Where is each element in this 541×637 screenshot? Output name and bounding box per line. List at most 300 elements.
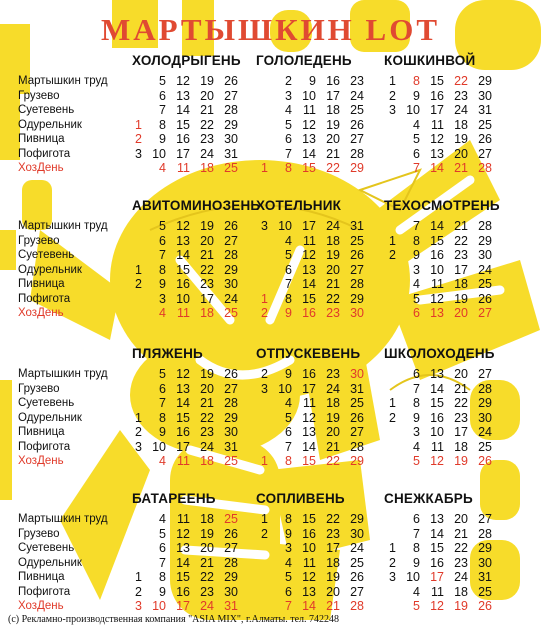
day-cell: 2 [135,132,142,146]
day-cell: 4 [413,117,420,132]
day-cell: 20 [200,541,214,555]
weekday-label: Грузево [18,527,60,540]
day-cell: 31 [478,570,492,584]
day-cell: 11 [303,555,316,570]
day-cell: 27 [350,584,364,599]
day-cell: 26 [478,454,492,468]
day-cell: 4 [159,512,166,526]
day-cell: 18 [200,306,214,320]
day-cell: 4 [285,103,292,117]
day-cell: 29 [350,454,364,468]
day-cell: 26 [350,410,364,425]
day-cell: 31 [478,103,492,117]
weekday-label: Одурельник [18,263,82,276]
day-cell: 9 [413,88,420,103]
weekday-label: Пивница [18,278,65,290]
day-cell: 13 [176,541,190,555]
day-cell: 16 [430,248,444,262]
day-cell: 21 [326,146,340,161]
day-cell: 9 [413,248,420,262]
day-cell: 14 [430,161,444,175]
day-cell: 28 [350,277,364,291]
day-cell: 1 [135,262,142,277]
day-cell: 28 [478,381,492,396]
day-cell: 2 [135,425,142,439]
day-cell: 12 [302,117,316,132]
day-cell: 12 [302,570,316,584]
day-cell: 9 [285,367,292,381]
day-cell: 14 [302,599,316,613]
day-cell: 17 [302,381,316,396]
day-cell: 11 [177,161,190,175]
day-cell: 17 [302,219,316,233]
day-cell: 20 [326,584,340,599]
weekday-label: ХозДень [18,307,64,319]
day-cell: 16 [176,425,190,439]
day-cell: 3 [135,599,142,613]
day-cell: 26 [224,219,238,233]
day-cell: 17 [200,291,214,306]
day-cell: 11 [431,584,444,599]
art-digit-shape [0,230,16,270]
day-cell: 16 [430,88,444,103]
day-cell: 2 [389,88,396,103]
day-cell: 5 [159,219,166,233]
weekday-label: Мартышкин труд [18,368,108,380]
day-cell: 28 [478,526,492,541]
day-cell: 21 [454,161,468,175]
weekday-label: Пофигота [18,440,71,453]
day-cell: 17 [454,262,468,277]
weekday-label: Мартышкин труд [18,513,108,525]
day-cell: 12 [430,454,444,468]
day-cell: 9 [285,306,292,320]
day-cell: 13 [430,367,444,381]
day-cell: 6 [159,541,166,555]
month-name: ПЛЯЖЕНЬ [132,346,203,361]
day-cell: 7 [285,146,292,161]
day-cell: 7 [159,555,166,570]
day-cell: 11 [303,103,316,117]
day-cell: 25 [224,454,238,468]
day-cell: 15 [302,512,316,526]
day-cell: 5 [413,291,420,306]
day-cell: 10 [406,570,420,584]
day-cell: 19 [326,570,340,584]
day-cell: 23 [454,555,468,570]
day-cell: 28 [224,555,238,570]
weekday-label: Пофигота [18,585,71,598]
month-name: ОТПУСКЕВЕНЬ [256,346,361,361]
day-cell: 2 [261,306,268,320]
day-cell: 2 [389,248,396,262]
day-cell: 26 [478,599,492,613]
day-cell: 30 [350,306,364,320]
day-cell: 26 [478,291,492,306]
day-cell: 18 [326,103,340,117]
day-cell: 10 [430,425,444,439]
day-cell: 7 [285,277,292,291]
day-cell: 24 [200,146,214,161]
day-cell: 25 [224,512,238,526]
day-cell: 24 [200,599,214,613]
day-cell: 3 [135,146,142,161]
day-cell: 6 [159,381,166,396]
day-cell: 4 [159,306,166,320]
art-digit-shape [0,380,12,500]
day-cell: 7 [159,103,166,117]
day-cell: 31 [350,381,364,396]
day-cell: 17 [326,541,340,555]
day-cell: 15 [176,117,190,132]
day-cell: 18 [454,277,468,291]
day-cell: 3 [389,103,396,117]
footer-copyright: (c) Рекламно-производственная компания "ASIA MIX", г.Алматы. тел. 742248 [8,614,340,625]
day-cell: 8 [285,161,292,175]
weekday-label: Пофигота [18,147,71,160]
day-cell: 18 [454,584,468,599]
day-cell: 28 [224,103,238,117]
day-cell: 9 [159,425,166,439]
day-cell: 14 [302,146,316,161]
day-cell: 9 [159,277,166,291]
day-cell: 17 [430,570,444,584]
weekday-label: ХозДень [18,600,64,612]
day-cell: 20 [200,233,214,248]
day-cell: 28 [224,248,238,262]
day-cell: 14 [176,103,190,117]
day-cell: 3 [389,570,396,584]
art-digit-shape [480,460,520,520]
day-cell: 29 [224,410,238,425]
day-cell: 15 [176,570,190,584]
day-cell: 10 [406,103,420,117]
day-cell: 25 [350,233,364,248]
day-cell: 1 [135,117,142,132]
day-cell: 11 [177,454,190,468]
day-cell: 27 [478,306,492,320]
day-cell: 21 [454,381,468,396]
day-cell: 3 [159,291,166,306]
day-cell: 17 [176,439,190,454]
day-cell: 29 [478,541,492,555]
day-cell: 2 [389,410,396,425]
day-cell: 22 [200,410,214,425]
day-cell: 16 [430,410,444,425]
day-cell: 19 [326,117,340,132]
day-cell: 10 [302,541,316,555]
day-cell: 8 [285,454,292,468]
day-cell: 12 [176,219,190,233]
day-cell: 10 [302,88,316,103]
day-cell: 8 [159,262,166,277]
day-cell: 13 [430,306,444,320]
day-cell: 21 [200,248,214,262]
day-cell: 18 [200,161,214,175]
day-cell: 2 [285,74,292,88]
day-cell: 14 [430,219,444,233]
day-cell: 31 [350,219,364,233]
day-cell: 3 [261,219,268,233]
day-cell: 24 [224,291,238,306]
day-cell: 6 [159,88,166,103]
day-cell: 27 [478,512,492,526]
day-cell: 10 [152,439,166,454]
day-cell: 21 [326,439,340,454]
day-cell: 10 [152,146,166,161]
day-cell: 31 [224,599,238,613]
day-cell: 31 [224,146,238,161]
day-cell: 29 [224,570,238,584]
day-cell: 9 [159,584,166,599]
day-cell: 5 [285,570,292,584]
page-title: МАРТЫШКИН LOT [100,12,441,47]
day-cell: 27 [224,233,238,248]
month-name: ХОТЕЛЬНИК [256,198,342,213]
day-cell: 13 [302,425,316,439]
day-cell: 24 [454,570,468,584]
day-cell: 8 [413,233,420,248]
day-cell: 7 [413,219,420,233]
day-cell: 30 [478,555,492,570]
day-cell: 8 [159,410,166,425]
day-cell: 26 [350,248,364,262]
day-cell: 1 [261,454,268,468]
day-cell: 11 [177,306,190,320]
day-cell: 3 [413,425,420,439]
month-name: КОШКИНВОЙ [384,53,476,68]
day-cell: 12 [430,599,444,613]
day-cell: 19 [200,219,214,233]
day-cell: 1 [261,512,268,526]
day-cell: 24 [350,541,364,555]
day-cell: 24 [454,103,468,117]
day-cell: 3 [285,541,292,555]
day-cell: 22 [454,541,468,555]
day-cell: 11 [431,277,444,291]
day-cell: 7 [413,381,420,396]
day-cell: 21 [454,526,468,541]
day-cell: 29 [350,291,364,306]
day-cell: 17 [176,599,190,613]
day-cell: 19 [454,599,468,613]
day-cell: 19 [200,74,214,88]
day-cell: 13 [430,512,444,526]
day-cell: 23 [454,88,468,103]
day-cell: 4 [413,584,420,599]
day-cell: 21 [454,219,468,233]
day-cell: 3 [413,262,420,277]
day-cell: 28 [478,161,492,175]
day-cell: 23 [326,367,340,381]
day-cell: 25 [478,584,492,599]
day-cell: 2 [261,526,268,541]
day-cell: 26 [224,526,238,541]
weekday-label: Суетевень [18,104,75,116]
weekday-label: Пивница [18,571,65,583]
day-cell: 27 [350,425,364,439]
weekday-label: Мартышкин труд [18,75,108,87]
day-cell: 24 [326,219,340,233]
day-cell: 7 [159,396,166,410]
day-cell: 12 [430,132,444,146]
day-cell: 15 [430,74,444,88]
weekday-label: Грузево [18,89,60,102]
day-cell: 29 [224,262,238,277]
day-cell: 5 [285,117,292,132]
day-cell: 23 [200,132,214,146]
day-cell: 4 [413,439,420,454]
day-cell: 5 [285,410,292,425]
day-cell: 27 [350,262,364,277]
day-cell: 25 [478,439,492,454]
day-cell: 12 [176,74,190,88]
day-cell: 28 [350,439,364,454]
day-cell: 14 [176,396,190,410]
day-cell: 3 [135,439,142,454]
day-cell: 20 [200,381,214,396]
day-cell: 13 [302,584,316,599]
day-cell: 6 [413,512,420,526]
day-cell: 25 [224,161,238,175]
day-cell: 25 [350,555,364,570]
day-cell: 21 [200,396,214,410]
day-cell: 1 [261,161,268,175]
day-cell: 13 [302,132,316,146]
day-cell: 4 [285,555,292,570]
day-cell: 15 [302,161,316,175]
day-cell: 18 [326,233,340,248]
day-cell: 30 [224,425,238,439]
day-cell: 23 [200,277,214,291]
day-cell: 23 [200,584,214,599]
day-cell: 23 [350,74,364,88]
day-cell: 10 [152,599,166,613]
day-cell: 1 [135,410,142,425]
day-cell: 2 [261,367,268,381]
day-cell: 29 [478,74,492,88]
day-cell: 29 [350,161,364,175]
day-cell: 13 [302,262,316,277]
day-cell: 18 [326,396,340,410]
art-digit-shape [0,90,20,160]
day-cell: 6 [285,584,292,599]
month-name: БАТАРЕЕНЬ [132,491,216,506]
day-cell: 19 [454,132,468,146]
day-cell: 17 [176,146,190,161]
day-cell: 17 [430,103,444,117]
month-name: СОПЛИВЕНЬ [256,491,345,506]
day-cell: 24 [350,88,364,103]
day-cell: 1 [389,233,396,248]
day-cell: 22 [200,117,214,132]
day-cell: 30 [350,526,364,541]
day-cell: 21 [326,277,340,291]
day-cell: 8 [285,291,292,306]
day-cell: 8 [285,512,292,526]
day-cell: 4 [285,396,292,410]
day-cell: 14 [176,248,190,262]
day-cell: 15 [176,410,190,425]
day-cell: 25 [478,117,492,132]
day-cell: 20 [454,512,468,526]
month-name: ГОЛОЛЕДЕНЬ [256,53,352,68]
day-cell: 6 [285,425,292,439]
weekday-label: Одурельник [18,556,82,569]
day-cell: 2 [135,277,142,291]
day-cell: 30 [224,277,238,291]
day-cell: 29 [478,233,492,248]
day-cell: 24 [200,439,214,454]
day-cell: 13 [176,233,190,248]
day-cell: 3 [285,88,292,103]
weekday-label: Пивница [18,133,65,145]
day-cell: 11 [177,512,190,526]
day-cell: 18 [454,117,468,132]
day-cell: 23 [326,306,340,320]
day-cell: 7 [413,526,420,541]
weekday-label: Грузево [18,234,60,247]
day-cell: 13 [176,381,190,396]
day-cell: 6 [285,132,292,146]
day-cell: 22 [326,161,340,175]
day-cell: 10 [278,219,292,233]
month-name: СНЕЖКАБРЬ [384,491,473,506]
day-cell: 12 [176,526,190,541]
day-cell: 17 [326,88,340,103]
month-name: ТЕХОСМОТРЕНЬ [384,198,500,213]
day-cell: 4 [159,161,166,175]
day-cell: 8 [159,570,166,584]
day-cell: 24 [326,381,340,396]
day-cell: 14 [302,439,316,454]
weekday-label: Одурельник [18,118,82,131]
day-cell: 3 [261,381,268,396]
day-cell: 1 [389,396,396,410]
day-cell: 19 [454,454,468,468]
day-cell: 8 [413,396,420,410]
day-cell: 12 [176,367,190,381]
day-cell: 25 [350,103,364,117]
day-cell: 23 [454,410,468,425]
day-cell: 22 [326,454,340,468]
day-cell: 30 [478,410,492,425]
day-cell: 24 [478,425,492,439]
weekday-label: Одурельник [18,411,82,424]
day-cell: 19 [200,526,214,541]
day-cell: 1 [389,541,396,555]
day-cell: 29 [350,512,364,526]
day-cell: 16 [302,367,316,381]
day-cell: 5 [159,74,166,88]
day-cell: 15 [302,454,316,468]
day-cell: 15 [302,291,316,306]
day-cell: 10 [430,262,444,277]
day-cell: 23 [200,425,214,439]
day-cell: 18 [200,512,214,526]
day-cell: 20 [326,132,340,146]
day-cell: 28 [224,396,238,410]
day-cell: 18 [326,555,340,570]
day-cell: 24 [478,262,492,277]
day-cell: 15 [430,233,444,248]
day-cell: 26 [224,367,238,381]
day-cell: 19 [326,248,340,262]
day-cell: 9 [413,555,420,570]
day-cell: 22 [454,396,468,410]
day-cell: 27 [224,88,238,103]
day-cell: 27 [478,367,492,381]
